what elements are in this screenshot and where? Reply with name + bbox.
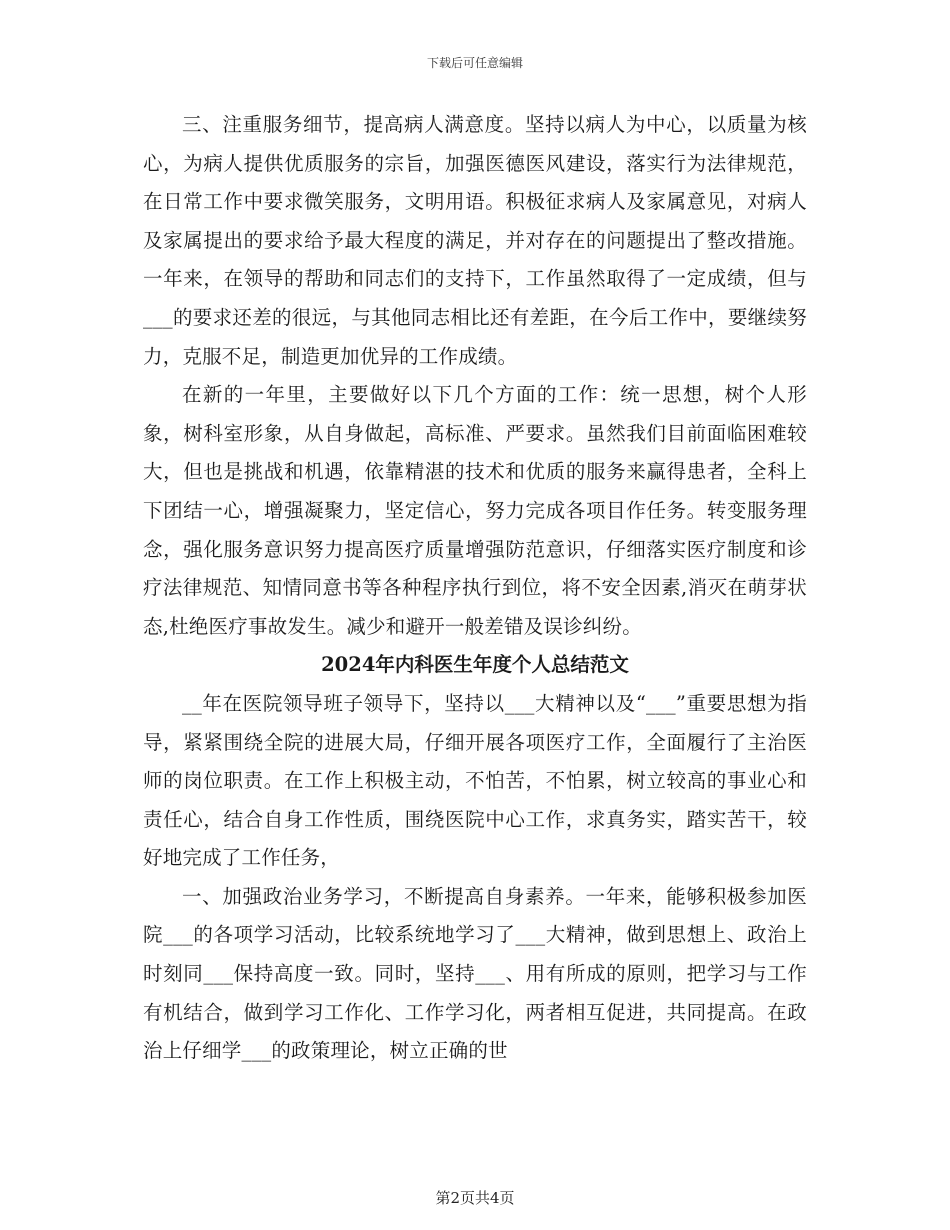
paragraph: __年在医院领导班子领导下，坚持以___大精神以及“___”重要思想为指导，紧紧围绕全院的进展大局，仔细开展各项医疗工作，全面履行了主治医师的岗位职责。在工作上积极主动，不怕苦，不怕累，树立较高的事业心和责任心，结合自身工作性质，围绕医院中心工作，求真务实，踏实苦干，较好地完成了工作任务， (143, 691, 807, 870)
page-header-note: 下载后可任意编辑 (426, 56, 523, 70)
paragraph: 三、注重服务细节，提高病人满意度。坚持以病人为中心，以质量为核心，为病人提供优质服务的宗旨，加强医德医风建设，落实行为法律规范，在日常工作中要求微笑服务，文明用语。积极征求病人及家属意见，对病人及家属提出的要求给予最大程度的满足，并对存在的问题提出了整改措施。一年来，在领导的帮助和同志们的支持下，工作虽然取得了一定成绩，但与___的要求还差的很远，与其他同志相比还有差距，在今后工作中，要继续努力，克服不足，制造更加优异的工作成绩。 (143, 113, 807, 368)
paragraph: 一、加强政治业务学习，不断提高自身素养。一年来，能够积极参加医院___的各项学习活动，比较系统地学习了___大精神，做到思想上、政治上时刻同___保持高度一致。同时，坚持___、用有所成的原则，把学习与工作有机结合，做到学习工作化、工作学习化，两者相互促进，共同提高。在政治上仔细学___的政策理论，树立正确的世 (143, 884, 807, 1063)
page-number: 第2页共4页 (435, 1189, 515, 1207)
document-title: 2024年内科医生年度个人总结范文 (321, 653, 629, 677)
document-body (143, 106, 807, 1071)
paragraph: 在新的一年里，主要做好以下几个方面的工作：统一思想，树个人形象，树科室形象，从自身做起，高标准、严要求。虽然我们目前面临困难较大，但也是挑战和机遇，依靠精湛的技术和优质的服务来赢得患者，全科上下团结一心，增强凝聚力，坚定信心，努力完成各项目作任务。转变服务理念，强化服务意识努力提高医疗质量增强防范意识，仔细落实医疗制度和诊疗法律规范、知情同意书等各种程序执行到位，将不安全因素,消灭在萌芽状态,杜绝医疗事故发生。减少和避开一般差错及误诊纠纷。 (143, 383, 807, 638)
